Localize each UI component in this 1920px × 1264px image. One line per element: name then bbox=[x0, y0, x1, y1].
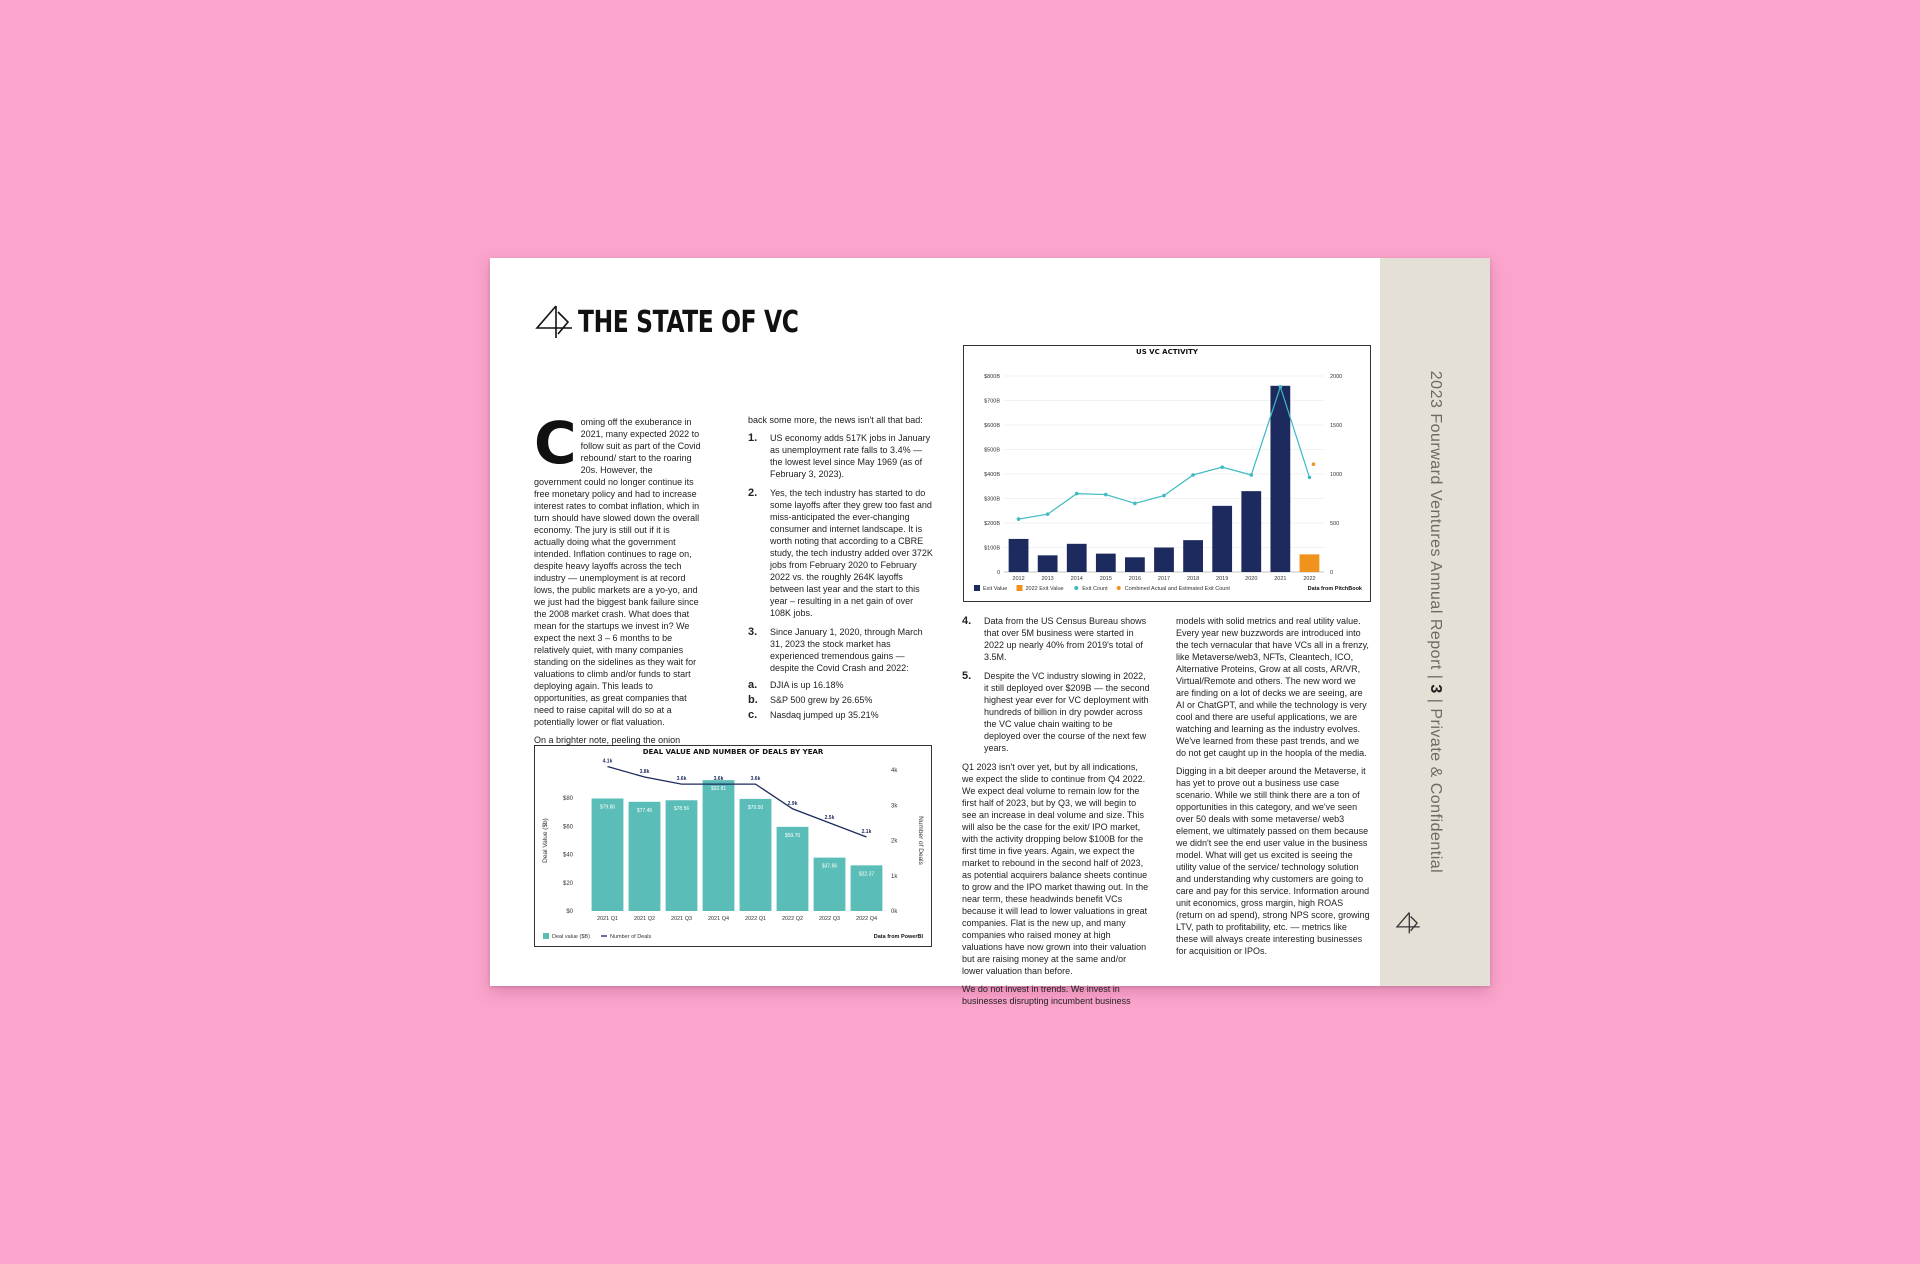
x-axis-tick-label: 2012 bbox=[1012, 576, 1025, 582]
page-title: THE STATE OF VC bbox=[578, 305, 799, 340]
bar-data-label: $78.56 bbox=[673, 806, 690, 813]
right-axis-tick-label: 4k bbox=[891, 768, 898, 774]
list-item: 5. Despite the VC industry slowing in 2022, it still deployed over $209B — the second highest year ever for VC deployment with hundreds of billion in dry powder across the VC value chain waiting to be deployed over the course of the next few years. bbox=[962, 670, 1150, 753]
us-vc-activity-chart bbox=[963, 345, 1371, 602]
right-axis-tick-label: 2000 bbox=[1330, 374, 1343, 380]
list-item: 4. Data from the US Census Bureau shows that over 5M business were started in 2022 up nearly 40% from 2019's total of 3.5M. bbox=[962, 615, 1147, 662]
chart-bar bbox=[1096, 554, 1116, 572]
list-item: c. Nasdaq jumped up 35.21% bbox=[748, 709, 879, 721]
chart-bar bbox=[666, 800, 698, 911]
left-axis-tick-label: $0 bbox=[566, 909, 573, 915]
chart-bar bbox=[1183, 540, 1203, 572]
bar-data-label: $79.80 bbox=[599, 804, 616, 811]
left-axis-tick-label: 0 bbox=[996, 570, 1000, 576]
chart-bar bbox=[740, 799, 772, 911]
x-axis-tick-label: 2016 bbox=[1128, 576, 1142, 582]
right-axis-tick-label: 0k bbox=[891, 909, 898, 915]
x-axis-tick-label: 2014 bbox=[1070, 576, 1083, 582]
deal-value-chart bbox=[534, 745, 932, 947]
legend-swatch bbox=[1117, 586, 1121, 590]
x-axis-tick-label: 2021 bbox=[1274, 576, 1287, 582]
news-column bbox=[748, 414, 934, 728]
left-axis-tick-label: $40 bbox=[562, 852, 573, 859]
left-axis-tick-label: $80 bbox=[562, 796, 573, 803]
exit-count-point bbox=[1249, 473, 1253, 477]
chart-source: Data from PowerBI bbox=[873, 934, 923, 940]
x-axis-tick-label: 2022 Q2 bbox=[781, 916, 804, 922]
news-lead: back some more, the news isn't all that bad: bbox=[748, 415, 923, 425]
x-axis-tick-label: 2013 bbox=[1041, 576, 1054, 582]
x-axis-tick-label: 2021 Q2 bbox=[633, 916, 656, 922]
x-axis-tick-label: 2020 bbox=[1245, 576, 1258, 582]
exit-count-point bbox=[1191, 473, 1195, 477]
chart-bar bbox=[1241, 491, 1261, 572]
legend-label: Exit Value bbox=[983, 586, 1008, 592]
chart-bar bbox=[629, 802, 661, 911]
legend-swatch bbox=[543, 933, 549, 939]
line-data-label: 3.6k bbox=[750, 776, 761, 783]
legend-swatch bbox=[1017, 585, 1023, 591]
exit-count-point bbox=[1162, 494, 1166, 498]
estimated-exit-count-point bbox=[1312, 462, 1316, 466]
exit-count-point bbox=[1308, 476, 1312, 480]
bar-data-label: $37.86 bbox=[821, 863, 838, 870]
line-data-label: 3.8k bbox=[639, 769, 650, 776]
left-axis-label: Deal Value ($b) bbox=[542, 818, 549, 863]
exit-count-point bbox=[1220, 465, 1224, 469]
x-axis-tick-label: 2021 Q3 bbox=[670, 916, 693, 922]
x-axis-tick-label: 2019 bbox=[1216, 576, 1229, 582]
exit-count-point bbox=[1279, 385, 1283, 389]
line-data-label: 4.1k bbox=[602, 758, 613, 765]
chart-bar bbox=[1212, 506, 1232, 572]
left-axis-tick-label: $800B bbox=[984, 374, 1000, 380]
page-number: 3 bbox=[1427, 684, 1444, 694]
chart-bar bbox=[1270, 386, 1290, 572]
trends-paragraph-2: Digging in a bit deeper around the Metaverse, it has yet to prove out a business use case scenario. While we still think there are a ton of opportunities in this category, and we've seen over 50 deals with some metaverse/ web3 element, we ultimately passed on them because we didn't see the end user value in the business model. What will get us excited is seeing the utility value of the service/ technology solution and understanding why customers are going to care and pay for this service. Information around unit economics, gross margin, high ROAS (return on ad spend), strong NPS score, growing LTV, path to profitability, etc. — metrics like these will always create interesting businesses for acquisition or IPOs. bbox=[1176, 766, 1370, 956]
market-sublist bbox=[748, 679, 934, 721]
x-axis-tick-label: 2015 bbox=[1099, 576, 1112, 582]
left-axis-tick-label: $60 bbox=[562, 824, 573, 831]
trends-column bbox=[1176, 615, 1370, 963]
bar-data-label: $77.45 bbox=[636, 807, 653, 814]
right-axis-tick-label: 3k bbox=[891, 803, 898, 810]
exit-count-point bbox=[1075, 492, 1079, 496]
intro-paragraph-2: On a brighter note, peeling the onion bbox=[534, 735, 681, 745]
left-axis-tick-label: $200B bbox=[984, 521, 1000, 527]
left-axis-tick-label: $20 bbox=[562, 880, 573, 887]
deal-value-plot bbox=[535, 746, 931, 946]
right-axis-label: Number of Deals bbox=[917, 816, 924, 865]
bar-data-label: $92.81 bbox=[710, 786, 727, 793]
bar-data-label: $32.37 bbox=[858, 871, 875, 878]
chart-bar bbox=[1067, 544, 1087, 572]
chart-title: US VC ACTIVITY bbox=[1136, 348, 1198, 356]
x-axis-tick-label: 2022 Q3 bbox=[818, 916, 841, 922]
right-axis-tick-label: 1000 bbox=[1330, 472, 1343, 478]
line-data-label: 3.6k bbox=[676, 776, 687, 783]
right-axis-tick-label: 0 bbox=[1330, 570, 1334, 576]
drop-cap: C bbox=[534, 409, 577, 477]
exit-count-line bbox=[1019, 387, 1310, 519]
outlook-paragraph-2: We do not invest in trends. We invest in businesses disrupting incumbent business bbox=[962, 984, 1131, 1006]
list-item: a. DJIA is up 16.18% bbox=[748, 679, 844, 691]
line-data-label: 2.9k bbox=[787, 800, 798, 807]
list-item: 3. Since January 1, 2020, through March 31, 2023 the stock market has experienced tremendous gains — despite the Covid Crash and 2022: a. DJIA is up 16.18% b. S&P 500 grew by 26.65% c. Nasdaq jumped up 35.21% bbox=[748, 626, 934, 721]
exit-count-point bbox=[1046, 512, 1050, 516]
outlook-paragraph: Q1 2023 isn't over yet, but by all indications, we expect the slide to continue from Q4 2022. We expect deal volume to remain low for the first half of 2023, but by Q3, we will begin to see an increase in deal volume and size. This will also be the case for the exit/ IPO market, with the activity dropping below $100B for the first time in five years. Again, we expect the market to rebound in the second half of 2023, as potential acquirers balance sheets continue to grow and the IPO market thawing out. In the near term, these headwinds benefit VCs because it will lead to lower valuations in great companies. Flat is the new up, and many companies who raised money at high valuations have now grown into their valuation but are raising money at the same and/or lower valuation than before. bbox=[962, 762, 1149, 976]
chart-source: Data from PitchBook bbox=[1307, 586, 1362, 592]
left-axis-tick-label: $700B bbox=[984, 398, 1000, 405]
x-axis-tick-label: 2022 Q4 bbox=[855, 916, 878, 922]
us-vc-activity-plot bbox=[964, 346, 1370, 601]
right-axis-tick-label: 500 bbox=[1330, 521, 1340, 527]
line-data-label: 2.5k bbox=[824, 814, 835, 821]
left-axis-tick-label: $400B bbox=[984, 472, 1000, 478]
news-list bbox=[748, 432, 934, 721]
chart-bar bbox=[703, 780, 735, 911]
left-axis-tick-label: $600B bbox=[984, 423, 1000, 429]
list-item: b. S&P 500 grew by 26.65% bbox=[748, 694, 873, 706]
legend-label: Deal value ($B) bbox=[552, 934, 590, 940]
chart-bar bbox=[1125, 557, 1145, 572]
chart-bar bbox=[1300, 554, 1320, 572]
chart-bar bbox=[1009, 539, 1029, 572]
exit-count-point bbox=[1104, 493, 1108, 497]
line-data-label: 3.6k bbox=[713, 776, 724, 783]
x-axis-tick-label: 2022 Q1 bbox=[744, 916, 767, 922]
list-item: 1. US economy adds 517K jobs in January as unemployment rate falls to 3.4% — the lowest level since May 1969 (as of February 3, 2023). bbox=[748, 432, 931, 479]
legend-label: Number of Deals bbox=[610, 934, 652, 940]
outlook-list bbox=[962, 615, 1150, 754]
right-axis-tick-label: 2k bbox=[891, 838, 898, 845]
x-axis-tick-label: 2021 Q1 bbox=[596, 916, 619, 922]
x-axis-tick-label: 2022 bbox=[1303, 576, 1316, 582]
outlook-column bbox=[962, 615, 1150, 1013]
chart-bar bbox=[592, 798, 624, 911]
chart-bar bbox=[1154, 548, 1174, 573]
left-axis-tick-label: $500B bbox=[984, 447, 1000, 454]
bar-data-label: $79.50 bbox=[747, 804, 764, 811]
exit-count-point bbox=[1133, 502, 1137, 506]
report-footer-text: 2023 Fourward Ventures Annual Report | 3 | Private & Confidential bbox=[1427, 370, 1444, 874]
legend-label: Exit Count bbox=[1082, 586, 1108, 592]
fourward-logo-icon bbox=[1395, 910, 1421, 936]
x-axis-tick-label: 2021 Q4 bbox=[707, 916, 730, 922]
x-axis-tick-label: 2018 bbox=[1186, 576, 1200, 582]
legend-swatch bbox=[1074, 586, 1078, 590]
chart-title: DEAL VALUE AND NUMBER OF DEALS BY YEAR bbox=[642, 748, 824, 756]
intro-column bbox=[534, 409, 702, 764]
exit-count-point bbox=[1017, 517, 1021, 521]
chart-bar bbox=[1038, 555, 1058, 572]
right-axis-tick-label: 1500 bbox=[1330, 423, 1343, 429]
bar-data-label: $59.70 bbox=[784, 832, 801, 839]
legend-label: Combined Actual and Estimated Exit Count bbox=[1124, 586, 1230, 592]
left-axis-tick-label: $100B bbox=[984, 545, 1000, 552]
list-item: 2. Yes, the tech industry has started to do some layoffs after they grew too fast and miss-anticipated the ever-changing consumer and internet landscape. It is worth noting that according to a CBRE study, the tech industry added over 372K jobs from February 2020 to February 2022 vs. the roughly 264K layoffs between last year and the start to this year – resulting in a net gain of over 108K jobs. bbox=[748, 487, 933, 618]
left-axis-tick-label: $300B bbox=[984, 496, 1000, 503]
intro-paragraph: Coming off the exuberance in 2021, many expected 2022 to follow suit as part of the Covid rebound/ start to the roaring 20s. However, the government could no longer continue its free monetary policy and had to increase interest rates to combat inflation, which in turn should have slowed down the overall economy. The jury is still out if it is actually doing what the government intended. Inflation continues to rage on, despite heavy layoffs across the tech industry — unemployment is at record lows, the public markets are a yo-yo, and we just had the biggest bank failure since the 2008 market crash. What does that mean for the startups we invest in? We expect the next 3 – 6 months to be relatively quiet, with many companies standing on the sidelines as they wait for valuations to climb and/or funds to start deploying again. This leads to opportunities, as great companies that need to raise capital will do so at a potentially lower or flat valuation. bbox=[534, 409, 701, 727]
legend-label: 2022 Exit Value bbox=[1025, 586, 1064, 592]
legend-swatch bbox=[974, 585, 980, 591]
fourward-logo-icon bbox=[534, 304, 574, 340]
trends-paragraph: models with solid metrics and real utility value. Every year new buzzwords are introduced into the tech vernacular that have VCs all in a frenzy, like Metaverse/web3, NFTs, Cleantech, ICO, Alternative Proteins, Grow at all costs, AR/VR, Virtual/Remote and others. The new word we are finding on a lot of decks we are seeing, are AI or ChatGPT, and while the technology is very cool and there are useful applications, we are watching and learning as the industry evolves. We've learned from these past trends, and we do not get caught up in the hoopla of the media. bbox=[1176, 616, 1369, 758]
chart-bar bbox=[777, 827, 809, 911]
x-axis-tick-label: 2017 bbox=[1157, 576, 1171, 582]
report-page bbox=[490, 258, 1490, 1006]
right-axis-tick-label: 1k bbox=[891, 873, 898, 880]
line-data-label: 2.1k bbox=[861, 828, 872, 835]
